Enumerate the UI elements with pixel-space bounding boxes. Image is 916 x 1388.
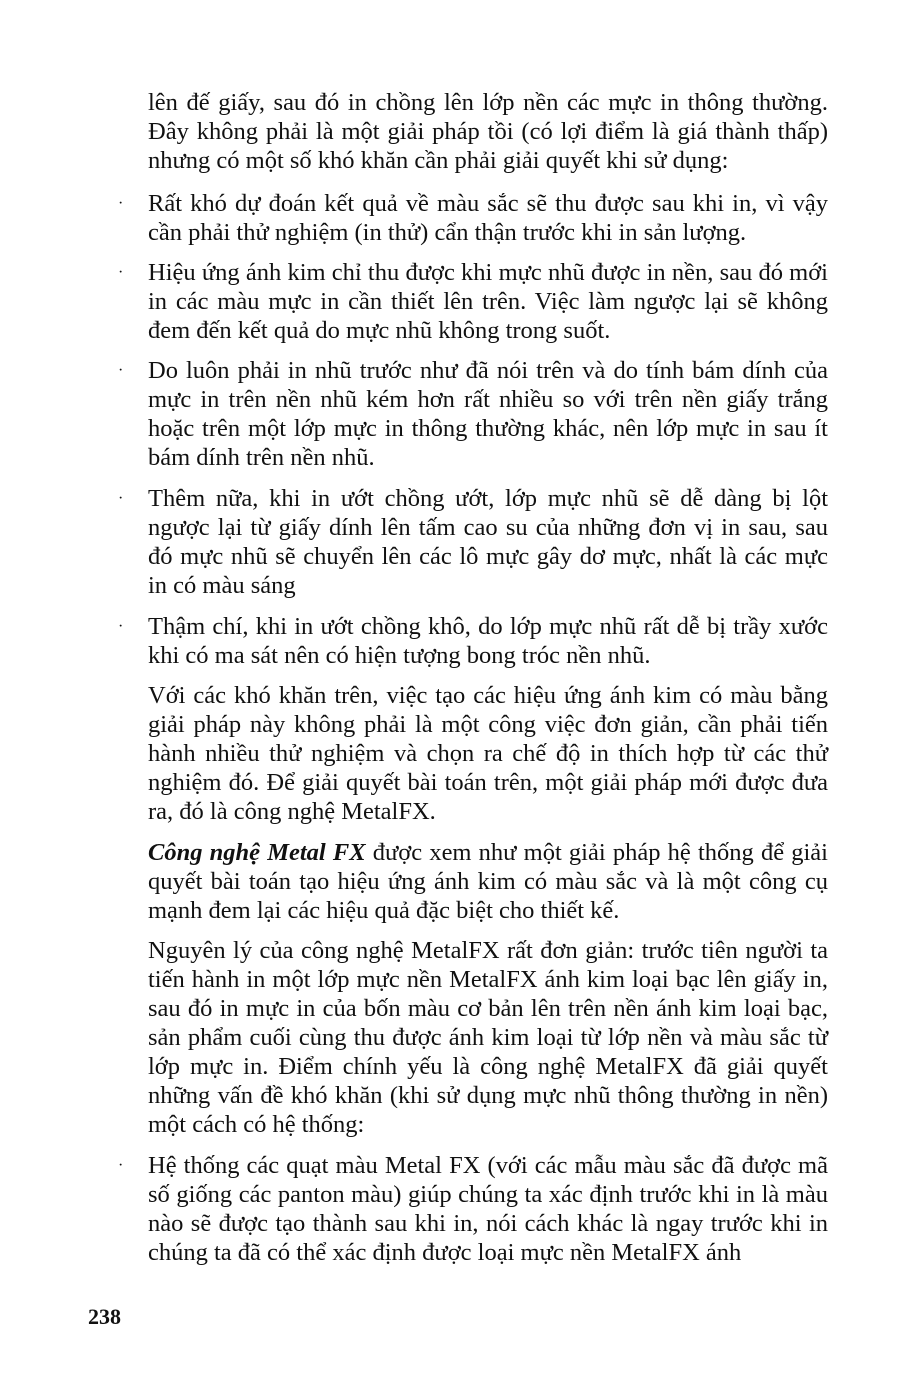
- bullet-marker: ·: [118, 362, 124, 379]
- bullet-text: Do luôn phải in nhũ trước như đã nói trên và do tính bám dính của mực in trên nền nhũ kém hơn rất nhiều so với trên nền giấy trắng hoặc trên một lớp mực in thông thường khác, nên lớp mực in sau ít bám dính trên nền nhũ.: [148, 357, 828, 471]
- bullet-item-6: [148, 1151, 828, 1267]
- bullet-text: Thậm chí, khi in ướt chồng khô, do lớp mực nhũ rất dễ bị trầy xước khi có ma sát nên có hiện tượng bong tróc nền nhũ.: [148, 613, 828, 669]
- principle-paragraph: [148, 936, 828, 1139]
- bullet-item-5: [148, 612, 828, 670]
- intro-paragraph: [148, 88, 828, 175]
- bullet-marker: ·: [118, 1157, 124, 1174]
- intro-text: lên đế giấy, sau đó in chồng lên lớp nền các mực in thông thường. Đây không phải là một giải pháp tồi (có lợi điểm là giá thành thấp) nhưng có một số khó khăn cần phải giải quyết khi sử dụng:: [148, 89, 828, 174]
- bullet-text: Hiệu ứng ánh kim chỉ thu được khi mực nhũ được in nền, sau đó mới in các màu mực in cần thiết lên trên. Việc làm ngược lại sẽ không đem đến kết quả do mực nhũ không trong suốt.: [148, 259, 828, 344]
- bullet-marker: ·: [118, 195, 124, 212]
- bullet-item-3: [148, 356, 828, 472]
- bullet-marker: ·: [118, 490, 124, 507]
- metalfx-term: Công nghệ Metal FX: [148, 839, 366, 866]
- bullet-text: Hệ thống các quạt màu Metal FX (với các mẫu màu sắc đã được mã số giống các panton màu) giúp chúng ta xác định trước khi in là màu nào sẽ được tạo thành sau khi in, nói cách khác là ngay trước khi in chúng ta đã có thể xác định được loại mực nền MetalFX ánh: [148, 1152, 828, 1266]
- bullet-marker: ·: [118, 618, 124, 635]
- metalfx-description: được xem như một giải pháp hệ thống để giải quyết bài toán tạo hiệu ứng ánh kim có màu sắc và là một công cụ mạnh đem lại các hiệu quả đặc biệt cho thiết kế.: [148, 839, 828, 924]
- bullet-marker: ·: [118, 264, 124, 281]
- metalfx-paragraph: [148, 838, 828, 925]
- bullet-item-4: [148, 484, 828, 600]
- bullet-item-2: [148, 258, 828, 345]
- bullet-text: Rất khó dự đoán kết quả về màu sắc sẽ thu được sau khi in, vì vậy cần phải thử nghiệm (in thử) cẩn thận trước khi in sản lượng.: [148, 190, 828, 246]
- page-number: 238: [88, 1304, 121, 1329]
- bullet-text: Thêm nữa, khi in ướt chồng ướt, lớp mực nhũ sẽ dễ dàng bị lột ngược lại từ giấy dính lên tấm cao su của những đơn vị in sau, sau đó mực nhũ sẽ chuyển lên các lô mực gây dơ mực, nhất là các mực in có màu sáng: [148, 485, 828, 599]
- bullet-item-1: [148, 189, 828, 247]
- principle-text: Nguyên lý của công nghệ MetalFX rất đơn giản: trước tiên người ta tiến hành in một lớp mực nền MetalFX ánh kim loại bạc lên giấy in, sau đó in mực in của bốn màu cơ bản lên trên nền ánh kim loại bạc, sản phẩm cuối cùng thu được ánh kim loại từ lớp nền và màu sắc từ lớp mực in. Điểm chính yếu là công nghệ MetalFX đã giải quyết những vấn đề khó khăn (khi sử dụng mực nhũ thông thường in nền) một cách có hệ thống:: [148, 937, 828, 1138]
- difficulties-text: Với các khó khăn trên, việc tạo các hiệu ứng ánh kim có màu bằng giải pháp này không phải là một công việc đơn giản, cần phải tiến hành nhiều thử nghiệm và chọn ra chế độ in thích hợp từ các thử nghiệm đó. Để giải quyết bài toán trên, một giải pháp mới được đưa ra, đó là công nghệ MetalFX.: [148, 682, 828, 825]
- difficulties-paragraph: [148, 681, 828, 826]
